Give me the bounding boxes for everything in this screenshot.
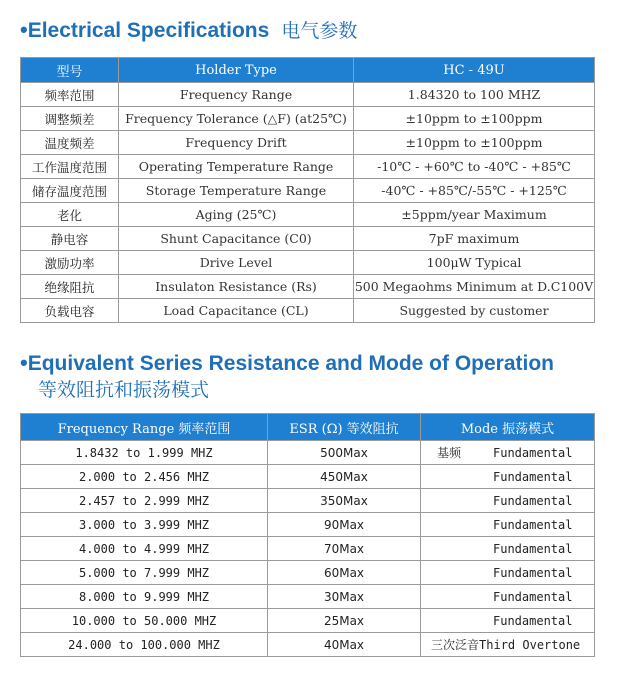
table-row bbox=[21, 251, 595, 275]
param-zh-cell: 工作温度范围 bbox=[21, 155, 119, 179]
table-header-row bbox=[21, 58, 595, 83]
mode-cell bbox=[421, 633, 595, 657]
table-row bbox=[21, 489, 595, 513]
param-zh-cell: 储存温度范围 bbox=[21, 179, 119, 203]
mode-cell bbox=[421, 489, 595, 513]
param-zh-cell: 静电容 bbox=[21, 227, 119, 251]
mode-cell bbox=[421, 561, 595, 585]
frequency-range-cell: 10.000 to 50.000 MHZ bbox=[21, 609, 268, 633]
param-en-cell: Storage Temperature Range bbox=[119, 179, 354, 203]
electrical-specifications-heading bbox=[20, 16, 357, 43]
header-frequency-range: Frequency Range 频率范围 bbox=[21, 414, 268, 441]
esr-mode-table bbox=[20, 413, 595, 657]
param-value-cell: -10℃ - +60℃ to -40℃ - +85℃ bbox=[354, 155, 595, 179]
mode-zh: 基频 bbox=[437, 446, 462, 460]
param-value-cell: ±10ppm to ±100ppm bbox=[354, 131, 595, 155]
header-model: 型号 bbox=[21, 58, 119, 83]
table-row bbox=[21, 275, 595, 299]
param-en-cell: Frequency Drift bbox=[119, 131, 354, 155]
param-value-cell: Suggested by customer bbox=[354, 299, 595, 323]
mode-cell bbox=[421, 609, 595, 633]
table-row bbox=[21, 633, 595, 657]
table-row bbox=[21, 513, 595, 537]
esr-mode-heading bbox=[20, 350, 554, 376]
table-row bbox=[21, 441, 595, 465]
esr-cell: 90Max bbox=[268, 513, 421, 537]
frequency-range-cell: 2.457 to 2.999 MHZ bbox=[21, 489, 268, 513]
header-mode: Mode 振荡模式 bbox=[421, 414, 595, 441]
param-zh-cell: 绝缘阻抗 bbox=[21, 275, 119, 299]
mode-en: Fundamental bbox=[493, 469, 573, 484]
heading-en: Equivalent Series Resistance and Mode of Operation bbox=[27, 352, 555, 375]
frequency-range-cell: 3.000 to 3.999 MHZ bbox=[21, 513, 268, 537]
esr-cell: 60Max bbox=[268, 561, 421, 585]
param-zh-cell: 温度频差 bbox=[21, 131, 119, 155]
param-en-cell: Aging (25℃) bbox=[119, 203, 354, 227]
table-row bbox=[21, 179, 595, 203]
header-hc49u: HC - 49U bbox=[354, 58, 595, 83]
frequency-range-cell: 4.000 to 4.999 MHZ bbox=[21, 537, 268, 561]
bullet: • bbox=[20, 17, 28, 42]
param-value-cell: -40℃ - +85℃/-55℃ - +125℃ bbox=[354, 179, 595, 203]
bullet: • bbox=[20, 350, 28, 375]
esr-cell: 500Max bbox=[268, 441, 421, 465]
param-value-cell: 500 Megaohms Minimum at D.C100V bbox=[354, 275, 595, 299]
mode-en: Fundamental bbox=[493, 517, 573, 532]
mode-en: Fundamental bbox=[493, 589, 573, 604]
table-row bbox=[21, 107, 595, 131]
mode-en: Fundamental bbox=[493, 565, 573, 580]
param-en-cell: Frequency Tolerance (△F) (at25℃) bbox=[119, 107, 354, 131]
param-value-cell: 1.84320 to 100 MHZ bbox=[354, 83, 595, 107]
table-row bbox=[21, 609, 595, 633]
table-header-row bbox=[21, 414, 595, 441]
param-zh-cell: 负载电容 bbox=[21, 299, 119, 323]
mode-en: Third Overtone bbox=[479, 638, 581, 652]
frequency-range-cell: 1.8432 to 1.999 MHZ bbox=[21, 441, 268, 465]
param-en-cell: Load Capacitance (CL) bbox=[119, 299, 354, 323]
header-holder-type: Holder Type bbox=[119, 58, 354, 83]
esr-cell: 70Max bbox=[268, 537, 421, 561]
esr-cell: 40Max bbox=[268, 633, 421, 657]
param-en-cell: Insulaton Resistance (Rs) bbox=[119, 275, 354, 299]
mode-cell bbox=[421, 585, 595, 609]
param-value-cell: ±10ppm to ±100ppm bbox=[354, 107, 595, 131]
esr-cell: 450Max bbox=[268, 465, 421, 489]
table-row bbox=[21, 299, 595, 323]
mode-en: Fundamental bbox=[493, 541, 573, 556]
table-row bbox=[21, 203, 595, 227]
electrical-specifications-table bbox=[20, 57, 595, 323]
table-row bbox=[21, 131, 595, 155]
param-en-cell: Shunt Capacitance (C0) bbox=[119, 227, 354, 251]
mode-cell bbox=[421, 537, 595, 561]
mode-en: Fundamental bbox=[493, 613, 573, 628]
heading-en: Electrical Specifications bbox=[27, 19, 270, 42]
frequency-range-cell: 8.000 to 9.999 MHZ bbox=[21, 585, 268, 609]
table-row bbox=[21, 561, 595, 585]
param-en-cell: Frequency Range bbox=[119, 83, 354, 107]
mode-zh: 三次泛音 bbox=[431, 638, 480, 652]
param-value-cell: 7pF maximum bbox=[354, 227, 595, 251]
table-row bbox=[21, 585, 595, 609]
table-row bbox=[21, 83, 595, 107]
table-row bbox=[21, 227, 595, 251]
header-esr: ESR (Ω) 等效阻抗 bbox=[268, 414, 421, 441]
frequency-range-cell: 2.000 to 2.456 MHZ bbox=[21, 465, 268, 489]
table-row bbox=[21, 537, 595, 561]
param-en-cell: Operating Temperature Range bbox=[119, 155, 354, 179]
frequency-range-cell: 5.000 to 7.999 MHZ bbox=[21, 561, 268, 585]
mode-cell bbox=[421, 465, 595, 489]
table-row bbox=[21, 155, 595, 179]
param-zh-cell: 激励功率 bbox=[21, 251, 119, 275]
esr-cell: 350Max bbox=[268, 489, 421, 513]
param-zh-cell: 频率范围 bbox=[21, 83, 119, 107]
esr-cell: 25Max bbox=[268, 609, 421, 633]
esr-cell: 30Max bbox=[268, 585, 421, 609]
param-value-cell: 100μW Typical bbox=[354, 251, 595, 275]
frequency-range-cell: 24.000 to 100.000 MHZ bbox=[21, 633, 268, 657]
mode-en: Fundamental bbox=[493, 446, 573, 460]
mode-cell bbox=[421, 513, 595, 537]
param-value-cell: ±5ppm/year Maximum bbox=[354, 203, 595, 227]
esr-mode-heading-zh: 等效阻抗和振荡模式 bbox=[38, 379, 210, 401]
table-row bbox=[21, 465, 595, 489]
param-zh-cell: 调整频差 bbox=[21, 107, 119, 131]
mode-cell bbox=[421, 441, 595, 465]
mode-en: Fundamental bbox=[493, 493, 573, 508]
param-en-cell: Drive Level bbox=[119, 251, 354, 275]
heading-zh: 电气参数 bbox=[281, 21, 358, 42]
param-zh-cell: 老化 bbox=[21, 203, 119, 227]
